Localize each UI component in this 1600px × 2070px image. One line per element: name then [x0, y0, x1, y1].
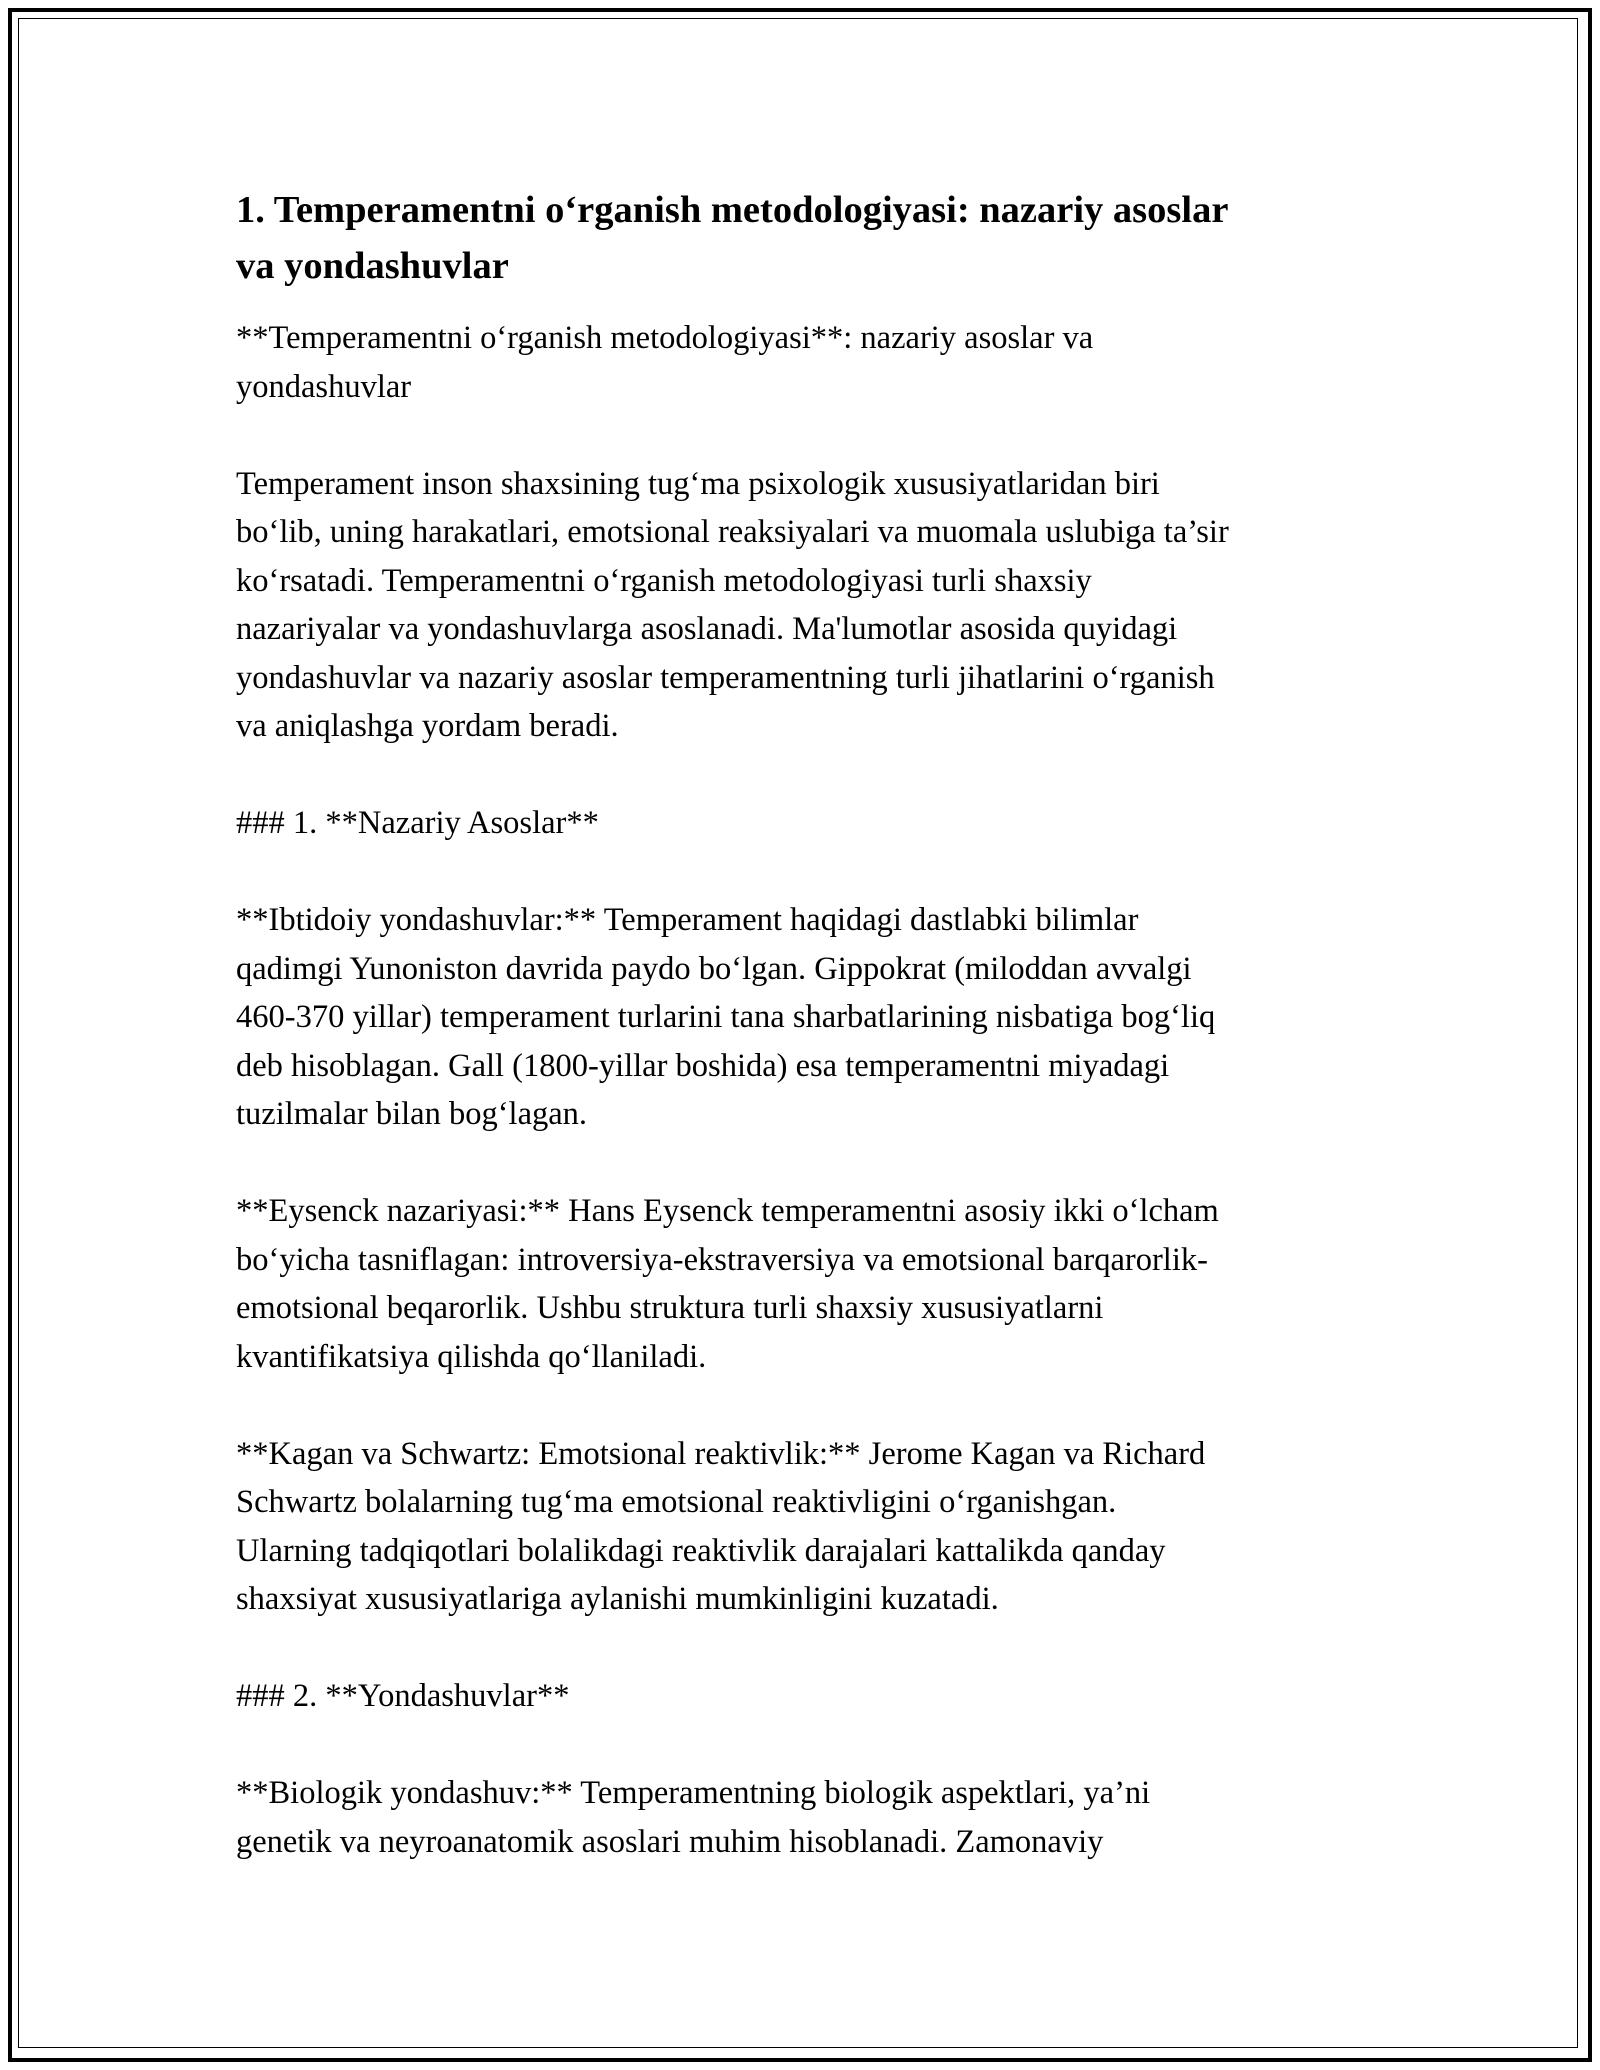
paragraph-biologik-yondashuv: **Biologik yondashuv:** Temperamentning biologik aspektlari, ya’ni genetik va neyroanatomik asoslari muhim hisoblanadi. Zamonaviy: [236, 1775, 1151, 1860]
paragraph-introduction: Temperament inson shaxsining tug‘ma psixologik xususiyatlaridan biri bo‘lib, uning harakatlari, emotsional reaksiyalari va muomala uslubiga ta’sir ko‘rsatadi. Temperamentni o‘rganish metodologiyasi turli shaxsiy nazariyalar va yondashuvlarga asoslanadi. Ma'lumotlar asosida quyidagi yondashuvlar va nazariy asoslar temperamentning turli jihatlarini o‘rganish va aniqlashga yordam beradi.: [236, 465, 1229, 744]
paragraph-intro-heading: **Temperamentni o‘rganish metodologiyasi**: nazariy asoslar va yondashuvlar: [236, 320, 1094, 405]
section-heading-nazariy-asoslar: ### 1. **Nazariy Asoslar**: [236, 805, 599, 841]
document-title: 1. Temperamentni o‘rganish metodologiyasi: nazariy asoslar va yondashuvlar: [236, 189, 1229, 287]
paragraph-ibtidoiy-yondashuvlar: **Ibtidoiy yondashuvlar:** Temperament haqidagi dastlabki bilimlar qadimgi Yunoniston davrida paydo bo‘lgan. Gippokrat (miloddan avvalgi 460-370 yillar) temperament turlarini tana sharbatlarining nisbatiga bog‘liq deb hisoblagan. Gall (1800-yillar boshida) esa temperamentni miyadagi tuzilmalar bilan bog‘lagan.: [236, 902, 1216, 1132]
section-heading-yondashuvlar: ### 2. **Yondashuvlar**: [236, 1678, 570, 1714]
paragraph-eysenck-nazariyasi: **Eysenck nazariyasi:** Hans Eysenck temperamentni asosiy ikki o‘lcham bo‘yicha tasniflagan: introversiya-ekstraversiya va emotsional barqarorlik- emotsional beqarorlik. Ushbu struktura turli shaxsiy xususiyatlarni kvantifikatsiya qilishda qo‘llaniladi.: [236, 1193, 1219, 1375]
paragraph-kagan-schwartz: **Kagan va Schwartz: Emotsional reaktivlik:** Jerome Kagan va Richard Schwartz bolalarning tug‘ma emotsional reaktivligini o‘rganishgan. Ularning tadqiqotlari bolalikdagi reaktivlik darajalari kattalikda qanday shaxsiyat xususiyatlariga aylanishi mumkinligini kuzatadi.: [236, 1435, 1206, 1617]
document-body: [236, 182, 1376, 1866]
